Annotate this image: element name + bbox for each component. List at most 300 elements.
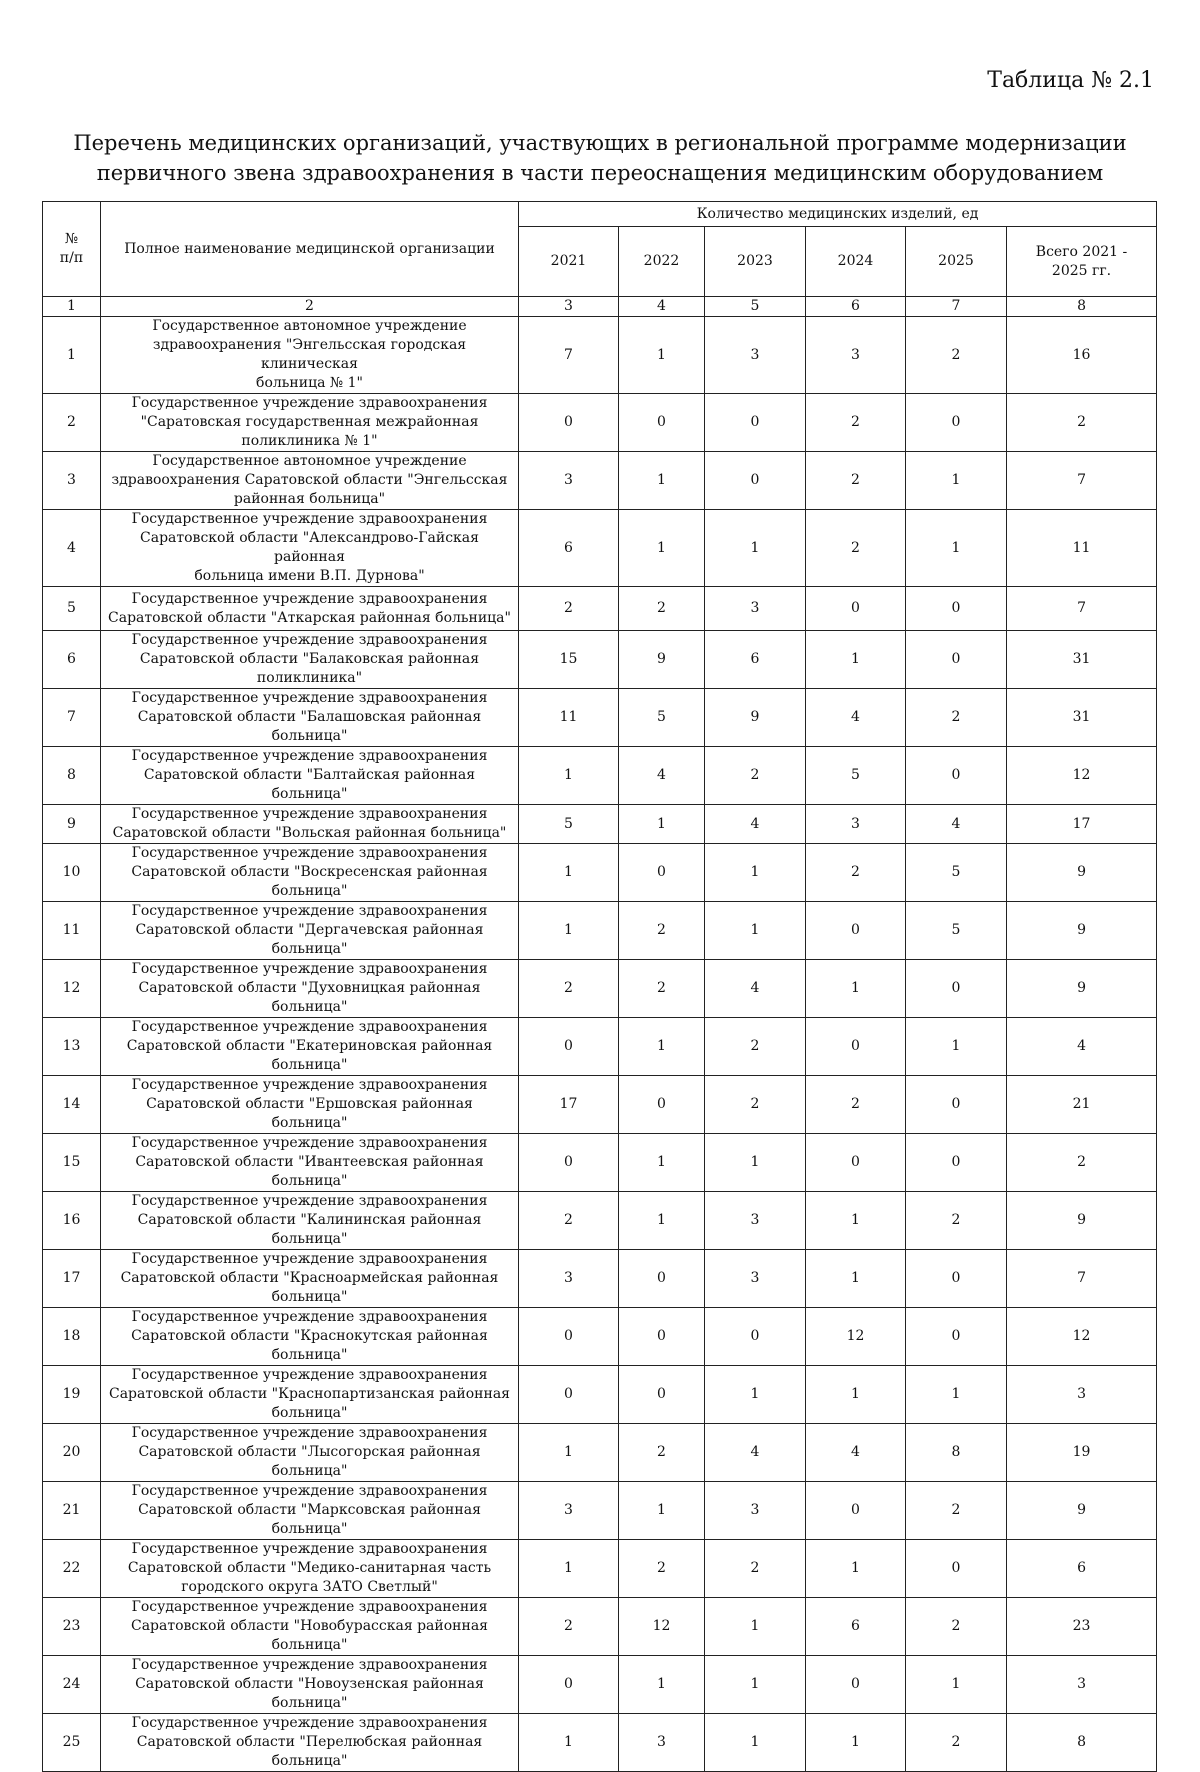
value-2025: 0 bbox=[906, 1250, 1007, 1308]
organization-name-line: Саратовской области "Ивантеевская районная bbox=[135, 1154, 484, 1170]
value-total: 11 bbox=[1007, 510, 1157, 587]
value-2021: 0 bbox=[519, 394, 619, 452]
value-2021: 1 bbox=[519, 1714, 619, 1772]
value-2023: 4 bbox=[705, 1424, 806, 1482]
table-row bbox=[43, 510, 1157, 587]
value-2023: 1 bbox=[705, 1598, 806, 1656]
organization-name bbox=[101, 1134, 519, 1192]
organization-name-line: больница" bbox=[271, 1695, 348, 1711]
organization-name bbox=[101, 689, 519, 747]
value-2021: 17 bbox=[519, 1076, 619, 1134]
table-row bbox=[43, 1076, 1157, 1134]
value-total: 9 bbox=[1007, 960, 1157, 1018]
value-2022: 1 bbox=[619, 1134, 705, 1192]
value-2024: 3 bbox=[806, 805, 906, 844]
organization-name bbox=[101, 317, 519, 394]
value-2024: 12 bbox=[806, 1308, 906, 1366]
row-number: 13 bbox=[43, 1018, 101, 1076]
table-row bbox=[43, 1134, 1157, 1192]
table-row bbox=[43, 902, 1157, 960]
value-2025: 0 bbox=[906, 1540, 1007, 1598]
value-total: 9 bbox=[1007, 902, 1157, 960]
value-2024: 0 bbox=[806, 1482, 906, 1540]
table-label: Таблица № 2.1 bbox=[987, 68, 1154, 93]
value-2022: 1 bbox=[619, 1018, 705, 1076]
header-num-line-2: п/п bbox=[59, 250, 84, 266]
row-number: 18 bbox=[43, 1308, 101, 1366]
organization-name-line: Саратовской области "Красноармейская районная bbox=[120, 1270, 499, 1286]
organization-name bbox=[101, 1540, 519, 1598]
value-total: 6 bbox=[1007, 1540, 1157, 1598]
value-2021: 1 bbox=[519, 1540, 619, 1598]
organization-name-line: Государственное учреждение здравоохранения bbox=[131, 1715, 488, 1731]
value-total: 31 bbox=[1007, 689, 1157, 747]
organization-name-line: Саратовской области "Лысогорская районная больница" bbox=[138, 1444, 481, 1479]
row-number: 5 bbox=[43, 587, 101, 631]
value-2025: 1 bbox=[906, 1366, 1007, 1424]
value-total: 9 bbox=[1007, 1192, 1157, 1250]
organization-name-line: больница" bbox=[271, 883, 348, 899]
value-2021: 2 bbox=[519, 960, 619, 1018]
value-2023: 2 bbox=[705, 747, 806, 805]
row-number: 4 bbox=[43, 510, 101, 587]
organization-name-line: больница" bbox=[271, 1405, 348, 1421]
value-2022: 0 bbox=[619, 1250, 705, 1308]
organization-name-line: Государственное учреждение здравоохранения bbox=[131, 1425, 488, 1441]
header-total-line-2: 2025 гг. bbox=[1051, 262, 1112, 279]
table-row bbox=[43, 689, 1157, 747]
row-number: 2 bbox=[43, 394, 101, 452]
value-2022: 0 bbox=[619, 1366, 705, 1424]
value-2023: 4 bbox=[705, 960, 806, 1018]
value-2025: 2 bbox=[906, 1598, 1007, 1656]
organization-name-line: Государственное учреждение здравоохранения bbox=[131, 1657, 488, 1673]
row-number: 16 bbox=[43, 1192, 101, 1250]
value-2021: 0 bbox=[519, 1656, 619, 1714]
organization-name bbox=[101, 1656, 519, 1714]
value-2022: 4 bbox=[619, 747, 705, 805]
value-2025: 2 bbox=[906, 1714, 1007, 1772]
table-row bbox=[43, 1308, 1157, 1366]
organization-name bbox=[101, 1018, 519, 1076]
organization-name-line: поликлиника № 1" bbox=[241, 433, 378, 449]
value-2024: 2 bbox=[806, 510, 906, 587]
value-2023: 3 bbox=[705, 1482, 806, 1540]
value-2022: 5 bbox=[619, 689, 705, 747]
organization-name bbox=[101, 1192, 519, 1250]
row-number: 20 bbox=[43, 1424, 101, 1482]
value-2025: 2 bbox=[906, 1192, 1007, 1250]
value-2022: 2 bbox=[619, 902, 705, 960]
column-number: 5 bbox=[705, 297, 806, 317]
organization-name-line: Государственное учреждение здравоохранения bbox=[131, 845, 488, 861]
value-2025: 0 bbox=[906, 631, 1007, 689]
value-2022: 9 bbox=[619, 631, 705, 689]
header-row-1 bbox=[43, 202, 1157, 227]
row-number: 7 bbox=[43, 689, 101, 747]
organization-name-line: больница" bbox=[271, 1173, 348, 1189]
value-total: 23 bbox=[1007, 1598, 1157, 1656]
organization-name-line: Саратовской области "Марксовская районная больница" bbox=[138, 1502, 481, 1537]
organization-name-line: больница имени В.П. Дурнова" bbox=[194, 568, 425, 584]
organization-name-line: Государственное учреждение здравоохранения bbox=[131, 1193, 488, 1209]
value-2023: 3 bbox=[705, 1192, 806, 1250]
value-total: 2 bbox=[1007, 1134, 1157, 1192]
value-2021: 1 bbox=[519, 902, 619, 960]
value-2025: 1 bbox=[906, 1656, 1007, 1714]
organization-name-line: Государственное учреждение здравоохранения bbox=[131, 903, 488, 919]
column-number: 3 bbox=[519, 297, 619, 317]
value-2022: 2 bbox=[619, 1424, 705, 1482]
row-number: 1 bbox=[43, 317, 101, 394]
header-name: Полное наименование медицинской организации bbox=[101, 202, 519, 297]
value-total: 21 bbox=[1007, 1076, 1157, 1134]
organization-name-line: Государственное учреждение здравоохранения bbox=[131, 961, 488, 977]
value-2024: 2 bbox=[806, 1076, 906, 1134]
row-number: 3 bbox=[43, 452, 101, 510]
organization-name-line: Саратовской области "Воскресенская районная bbox=[131, 864, 488, 880]
organization-name-line: Государственное учреждение здравоохранения bbox=[131, 1599, 488, 1615]
value-total: 4 bbox=[1007, 1018, 1157, 1076]
value-2025: 1 bbox=[906, 1018, 1007, 1076]
value-2025: 0 bbox=[906, 1134, 1007, 1192]
value-total: 7 bbox=[1007, 452, 1157, 510]
organization-name-line: поликлиника" bbox=[256, 670, 363, 686]
value-2022: 1 bbox=[619, 805, 705, 844]
value-2023: 2 bbox=[705, 1076, 806, 1134]
value-2024: 0 bbox=[806, 1656, 906, 1714]
organization-name-line: Саратовской области "Балаковская районная bbox=[139, 651, 480, 667]
organization-name bbox=[101, 452, 519, 510]
value-2022: 1 bbox=[619, 510, 705, 587]
row-number: 11 bbox=[43, 902, 101, 960]
organization-name bbox=[101, 1366, 519, 1424]
header-group: Количество медицинских изделий, ед bbox=[519, 202, 1157, 227]
value-2022: 0 bbox=[619, 844, 705, 902]
value-2024: 4 bbox=[806, 1424, 906, 1482]
value-2023: 0 bbox=[705, 452, 806, 510]
column-number: 6 bbox=[806, 297, 906, 317]
row-number: 22 bbox=[43, 1540, 101, 1598]
organization-name-line: Государственное учреждение здравоохранения bbox=[131, 748, 488, 764]
organization-name bbox=[101, 902, 519, 960]
value-2021: 2 bbox=[519, 1598, 619, 1656]
value-2021: 0 bbox=[519, 1366, 619, 1424]
organization-name bbox=[101, 844, 519, 902]
column-number: 7 bbox=[906, 297, 1007, 317]
value-2025: 0 bbox=[906, 1076, 1007, 1134]
header-year-2024: 2024 bbox=[806, 227, 906, 297]
organization-name-line: Государственное учреждение здравоохранения bbox=[131, 1251, 488, 1267]
organization-name-line: здравоохранения Саратовской области "Энгельсская bbox=[111, 472, 508, 488]
table-row bbox=[43, 1482, 1157, 1540]
value-2025: 5 bbox=[906, 844, 1007, 902]
organization-name-line: Саратовской области "Краснокутская районная bbox=[131, 1328, 488, 1344]
table-row bbox=[43, 452, 1157, 510]
value-2022: 0 bbox=[619, 394, 705, 452]
value-total: 3 bbox=[1007, 1366, 1157, 1424]
value-2021: 15 bbox=[519, 631, 619, 689]
value-2021: 11 bbox=[519, 689, 619, 747]
row-number: 21 bbox=[43, 1482, 101, 1540]
row-number: 17 bbox=[43, 1250, 101, 1308]
header-num bbox=[43, 202, 101, 297]
organization-name bbox=[101, 1714, 519, 1772]
table-row bbox=[43, 631, 1157, 689]
header-total bbox=[1007, 227, 1157, 297]
value-2021: 2 bbox=[519, 587, 619, 631]
value-2024: 2 bbox=[806, 452, 906, 510]
table-row bbox=[43, 960, 1157, 1018]
value-2022: 2 bbox=[619, 587, 705, 631]
value-2021: 6 bbox=[519, 510, 619, 587]
value-2023: 1 bbox=[705, 902, 806, 960]
value-2024: 2 bbox=[806, 394, 906, 452]
table-row bbox=[43, 747, 1157, 805]
value-2024: 4 bbox=[806, 689, 906, 747]
value-2023: 1 bbox=[705, 510, 806, 587]
value-total: 12 bbox=[1007, 747, 1157, 805]
row-number: 10 bbox=[43, 844, 101, 902]
organization-name bbox=[101, 1076, 519, 1134]
row-number: 9 bbox=[43, 805, 101, 844]
row-number: 14 bbox=[43, 1076, 101, 1134]
value-2025: 4 bbox=[906, 805, 1007, 844]
value-2023: 3 bbox=[705, 1250, 806, 1308]
organization-name-line: больница № 1" bbox=[256, 375, 363, 391]
table-row bbox=[43, 394, 1157, 452]
organization-name-line: больница" bbox=[271, 1637, 348, 1653]
value-2023: 4 bbox=[705, 805, 806, 844]
organization-name-line: больница" bbox=[271, 1057, 348, 1073]
value-2022: 1 bbox=[619, 317, 705, 394]
document-title bbox=[60, 128, 1140, 188]
title-line-2: первичного звена здравоохранения в части переоснащения медицинским оборудованием bbox=[96, 161, 1104, 185]
value-2023: 0 bbox=[705, 394, 806, 452]
value-total: 8 bbox=[1007, 1714, 1157, 1772]
row-number: 25 bbox=[43, 1714, 101, 1772]
organization-name bbox=[101, 1482, 519, 1540]
value-2024: 1 bbox=[806, 631, 906, 689]
table-row bbox=[43, 1714, 1157, 1772]
table-row bbox=[43, 317, 1157, 394]
header-year-2021: 2021 bbox=[519, 227, 619, 297]
table-row bbox=[43, 805, 1157, 844]
value-2021: 3 bbox=[519, 1482, 619, 1540]
organization-name bbox=[101, 1424, 519, 1482]
organization-name-line: районная больница" bbox=[233, 491, 386, 507]
value-total: 12 bbox=[1007, 1308, 1157, 1366]
value-2025: 0 bbox=[906, 1308, 1007, 1366]
organization-name-line: Государственное учреждение здравоохранения bbox=[131, 632, 488, 648]
organization-name-line: "Саратовская государственная межрайонная bbox=[140, 414, 479, 430]
organization-name-line: Государственное автономное учреждение bbox=[152, 318, 467, 334]
organization-name-line: Саратовской области "Медико-санитарная часть bbox=[127, 1560, 492, 1576]
value-2024: 3 bbox=[806, 317, 906, 394]
table-row bbox=[43, 1250, 1157, 1308]
value-2025: 0 bbox=[906, 960, 1007, 1018]
value-2022: 1 bbox=[619, 1482, 705, 1540]
row-number: 15 bbox=[43, 1134, 101, 1192]
column-number: 2 bbox=[101, 297, 519, 317]
organization-name-line: Государственное учреждение здравоохранения bbox=[131, 1077, 488, 1093]
organization-name-line: Саратовской области "Калининская районная больница" bbox=[137, 1212, 482, 1247]
organization-name-line: Саратовской области "Духовницкая районная больница" bbox=[138, 980, 481, 1015]
table-row bbox=[43, 1192, 1157, 1250]
value-2022: 1 bbox=[619, 1192, 705, 1250]
value-2024: 1 bbox=[806, 1250, 906, 1308]
organization-name-line: Государственное учреждение здравоохранения bbox=[131, 511, 488, 527]
column-number-row bbox=[43, 297, 1157, 317]
value-2024: 1 bbox=[806, 1540, 906, 1598]
value-2025: 2 bbox=[906, 317, 1007, 394]
organization-name-line: Государственное учреждение здравоохранения bbox=[131, 1019, 488, 1035]
value-2024: 1 bbox=[806, 1714, 906, 1772]
organization-name-line: Государственное учреждение здравоохранения bbox=[131, 395, 488, 411]
row-number: 6 bbox=[43, 631, 101, 689]
value-2023: 6 bbox=[705, 631, 806, 689]
organization-name-line: Саратовской области "Новобурасская районная bbox=[130, 1618, 489, 1634]
value-2025: 2 bbox=[906, 689, 1007, 747]
row-number: 24 bbox=[43, 1656, 101, 1714]
value-2023: 1 bbox=[705, 1714, 806, 1772]
value-2024: 2 bbox=[806, 844, 906, 902]
value-2022: 3 bbox=[619, 1714, 705, 1772]
value-total: 9 bbox=[1007, 844, 1157, 902]
value-2025: 1 bbox=[906, 510, 1007, 587]
organization-name bbox=[101, 1250, 519, 1308]
value-2025: 0 bbox=[906, 394, 1007, 452]
organization-name-line: Саратовской области "Дергачевская районная больница" bbox=[135, 922, 484, 957]
value-2021: 2 bbox=[519, 1192, 619, 1250]
organization-name-line: Государственное учреждение здравоохранения bbox=[131, 1483, 488, 1499]
value-2025: 2 bbox=[906, 1482, 1007, 1540]
value-2024: 1 bbox=[806, 1192, 906, 1250]
organization-name-line: Государственное учреждение здравоохранения bbox=[131, 1367, 488, 1383]
value-total: 7 bbox=[1007, 1250, 1157, 1308]
row-number: 23 bbox=[43, 1598, 101, 1656]
organization-name-line: Саратовской области "Вольская районная больница" bbox=[112, 825, 507, 841]
value-2024: 0 bbox=[806, 1134, 906, 1192]
organization-name-line: Саратовской области "Перелюбская районная больница" bbox=[136, 1734, 483, 1769]
value-2022: 0 bbox=[619, 1076, 705, 1134]
organization-name bbox=[101, 805, 519, 844]
organization-name-line: Государственное автономное учреждение bbox=[152, 453, 467, 469]
header-total-line-1: Всего 2021 - bbox=[1035, 243, 1128, 260]
organization-name-line: Саратовской области "Балтайская районная больница" bbox=[143, 767, 476, 802]
value-2021: 0 bbox=[519, 1134, 619, 1192]
value-2024: 0 bbox=[806, 1018, 906, 1076]
organization-name-line: больница" bbox=[271, 1347, 348, 1363]
value-2022: 0 bbox=[619, 1308, 705, 1366]
organization-name-line: Саратовской области "Краснопартизанская районная bbox=[108, 1386, 511, 1402]
value-2025: 0 bbox=[906, 587, 1007, 631]
value-2021: 7 bbox=[519, 317, 619, 394]
value-2024: 1 bbox=[806, 960, 906, 1018]
value-2022: 2 bbox=[619, 1540, 705, 1598]
value-2024: 6 bbox=[806, 1598, 906, 1656]
value-2024: 0 bbox=[806, 587, 906, 631]
organization-name-line: Государственное учреждение здравоохранения bbox=[131, 1135, 488, 1151]
organization-name bbox=[101, 1308, 519, 1366]
table-row bbox=[43, 1018, 1157, 1076]
value-total: 19 bbox=[1007, 1424, 1157, 1482]
organization-name-line: Саратовской области "Александрово-Гайская районная bbox=[140, 530, 479, 565]
value-2023: 0 bbox=[705, 1308, 806, 1366]
organization-name-line: Государственное учреждение здравоохранения bbox=[131, 806, 488, 822]
organization-name-line: городского округа ЗАТО Светлый" bbox=[181, 1579, 438, 1595]
header-year-2025: 2025 bbox=[906, 227, 1007, 297]
organization-name-line: здравоохранения "Энгельсская городская клиническая bbox=[152, 337, 467, 372]
value-2021: 3 bbox=[519, 1250, 619, 1308]
value-2025: 8 bbox=[906, 1424, 1007, 1482]
header-num-line-1: № bbox=[64, 231, 79, 247]
value-2023: 2 bbox=[705, 1540, 806, 1598]
value-2023: 2 bbox=[705, 1018, 806, 1076]
table-row bbox=[43, 1540, 1157, 1598]
organization-name-line: Саратовской области "Екатериновская районная bbox=[126, 1038, 493, 1054]
value-2021: 0 bbox=[519, 1308, 619, 1366]
table-row bbox=[43, 1598, 1157, 1656]
organization-name-line: Саратовской области "Аткарская районная больница" bbox=[108, 609, 511, 626]
value-2022: 1 bbox=[619, 1656, 705, 1714]
value-2025: 5 bbox=[906, 902, 1007, 960]
value-total: 7 bbox=[1007, 587, 1157, 631]
value-2021: 1 bbox=[519, 844, 619, 902]
table-row bbox=[43, 844, 1157, 902]
row-number: 12 bbox=[43, 960, 101, 1018]
organization-name bbox=[101, 747, 519, 805]
value-2021: 0 bbox=[519, 1018, 619, 1076]
value-2023: 1 bbox=[705, 1656, 806, 1714]
organization-name bbox=[101, 394, 519, 452]
organization-name-line: Государственное учреждение здравоохранения bbox=[131, 1541, 488, 1557]
column-number: 1 bbox=[43, 297, 101, 317]
value-2023: 3 bbox=[705, 317, 806, 394]
organizations-table bbox=[42, 201, 1157, 1772]
value-total: 3 bbox=[1007, 1656, 1157, 1714]
organization-name-line: Саратовской области "Балашовская районная больница" bbox=[137, 709, 482, 744]
column-number: 8 bbox=[1007, 297, 1157, 317]
value-2024: 0 bbox=[806, 902, 906, 960]
organization-name-line: Государственное учреждение здравоохранения bbox=[131, 590, 488, 607]
table-body bbox=[43, 317, 1157, 1772]
value-2024: 1 bbox=[806, 1366, 906, 1424]
value-2022: 12 bbox=[619, 1598, 705, 1656]
organization-name-line: Саратовской области "Новоузенская районная bbox=[135, 1676, 484, 1692]
value-2024: 5 bbox=[806, 747, 906, 805]
value-2022: 2 bbox=[619, 960, 705, 1018]
table-row bbox=[43, 1366, 1157, 1424]
organization-name bbox=[101, 587, 519, 631]
value-2025: 0 bbox=[906, 747, 1007, 805]
organization-name-line: Саратовской области "Ершовская районная больница" bbox=[146, 1096, 473, 1131]
value-total: 2 bbox=[1007, 394, 1157, 452]
organization-name-line: Государственное учреждение здравоохранения bbox=[131, 1309, 488, 1325]
value-total: 31 bbox=[1007, 631, 1157, 689]
value-2023: 1 bbox=[705, 844, 806, 902]
row-number: 8 bbox=[43, 747, 101, 805]
value-2021: 1 bbox=[519, 1424, 619, 1482]
table-row bbox=[43, 587, 1157, 631]
organization-name-line: больница" bbox=[271, 1289, 348, 1305]
title-line-1: Перечень медицинских организаций, участвующих в региональной программе модернизации bbox=[73, 131, 1127, 155]
value-2023: 9 bbox=[705, 689, 806, 747]
value-2021: 3 bbox=[519, 452, 619, 510]
organization-name bbox=[101, 960, 519, 1018]
row-number: 19 bbox=[43, 1366, 101, 1424]
value-2022: 1 bbox=[619, 452, 705, 510]
